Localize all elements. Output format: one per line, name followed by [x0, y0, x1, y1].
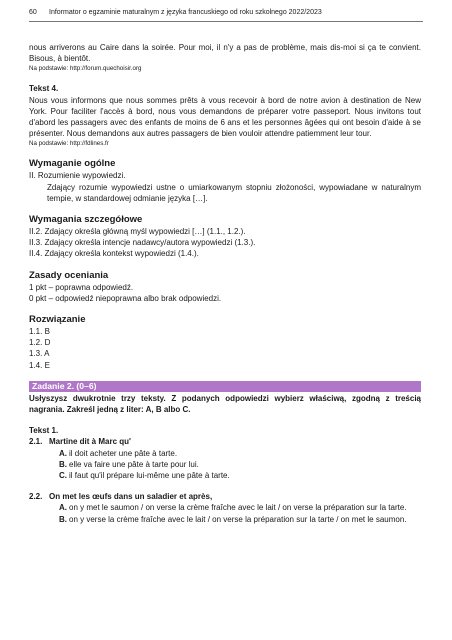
- question-number: 2.2.: [29, 492, 43, 502]
- wymaganie-ogolne-heading: Wymaganie ogólne: [29, 158, 116, 170]
- option-letter: A.: [59, 503, 67, 513]
- option-text: elle va faire une pâte à tarte pour lui.: [69, 459, 199, 469]
- option-c[interactable]: [29, 470, 421, 481]
- continuation-text: nous arriverons au Caire dans la soirée. Pour moi, il n'y a pas de problème, mais dis-moi si ça te convient. Bisous, à bientôt.: [29, 43, 421, 64]
- option-text: il faut qu'il prépare lui-même une pâte à tarte.: [69, 471, 230, 481]
- rozwiazanie-item: 1.2. D: [29, 338, 51, 348]
- header-divider: [29, 21, 423, 22]
- zadanie2-banner: Zadanie 2. (0–6): [29, 381, 421, 392]
- zasady-heading: Zasady oceniania: [29, 269, 109, 281]
- zasady-item: 1 pkt – poprawna odpowiedź.: [29, 282, 134, 292]
- question-number: 2.1.: [29, 437, 43, 447]
- tekst4-source: Na podstawie: http://fdlines.fr: [29, 140, 109, 148]
- page-content: [29, 42, 421, 525]
- option-letter: C.: [59, 471, 67, 481]
- wymaganie-ogolne-line1: II. Rozumienie wypowiedzi.: [29, 171, 126, 181]
- option-text: il doit acheter une pâte à tarte.: [69, 448, 178, 458]
- zadanie2-instruction: Usłyszysz dwukrotnie trzy teksty. Z podanych odpowiedzi wybierz właściwą, zgodną z treścią nagrania. Zakreśl jedną z liter: A, B albo C.: [29, 393, 421, 415]
- question-2-2: [29, 491, 421, 502]
- option-b[interactable]: [29, 514, 421, 525]
- tekst4-text: Nous vous informons que nous sommes prêts à vous recevoir à bord de notre avion à destination de New York. Pour faciliter l'accès à bord, nous vous demandons de préparer votre passeport. Nous invitons tout d'abord les passagers avec des enfants de moins de 6 ans et les personnes âgées qui ont besoin d'aide à se présenter. Nous demandons aux autres passagers de bien vouloir attendre patiemment leur tour.: [29, 95, 421, 139]
- question-2-1: [29, 436, 421, 447]
- tekst4-heading: Tekst 4.: [29, 84, 59, 94]
- tekst1-heading: Tekst 1.: [29, 426, 59, 436]
- option-a[interactable]: [29, 502, 421, 513]
- wymaganie-item: II.2. Zdający określa główną myśl wypowiedzi […] (1.1., 1.2.).: [29, 227, 246, 237]
- page-header: [29, 8, 423, 17]
- zasady-item: 0 pkt – odpowiedź niepoprawna albo brak odpowiedzi.: [29, 293, 222, 303]
- page-number: 60: [29, 9, 37, 16]
- rozwiazanie-item: 1.1. B: [29, 327, 50, 337]
- option-letter: B.: [59, 459, 67, 469]
- wymaganie-item: II.4. Zdający określa kontekst wypowiedzi (1.4.).: [29, 249, 199, 259]
- rozwiazanie-heading: Rozwiązanie: [29, 314, 86, 326]
- header-title: Informator o egzaminie maturalnym z języka francuskiego od roku szkolnego 2022/2023: [49, 9, 322, 16]
- wymaganie-item: II.3. Zdający określa intencje nadawcy/autora wypowiedzi (1.3.).: [29, 238, 256, 248]
- option-letter: B.: [59, 514, 67, 524]
- option-text: on y verse la crème fraîche avec le lait / on verse la préparation sur la tarte / on met le saumon.: [69, 514, 407, 524]
- question-text: Martine dit à Marc qu': [49, 437, 131, 447]
- option-a[interactable]: [29, 448, 421, 459]
- question-text: On met les œufs dans un saladier et après,: [49, 492, 213, 502]
- option-letter: A.: [59, 448, 67, 458]
- continuation-source: Na podstawie: http://forum.quechoisir.org: [29, 65, 142, 73]
- wymagania-szczegolowe-heading: Wymagania szczegółowe: [29, 214, 143, 226]
- rozwiazanie-item: 1.4. E: [29, 360, 50, 370]
- rozwiazanie-item: 1.3. A: [29, 349, 50, 359]
- option-b[interactable]: [29, 459, 421, 470]
- wymaganie-ogolne-line2: Zdający rozumie wypowiedzi ustne o umiarkowanym stopniu złożoności, wypowiadane w naturalnym tempie, w standardowej odmianie języka […].: [47, 182, 421, 203]
- option-text: on y met le saumon / on verse la crème fraîche avec le lait / on verse la préparation sur la tarte.: [69, 503, 407, 513]
